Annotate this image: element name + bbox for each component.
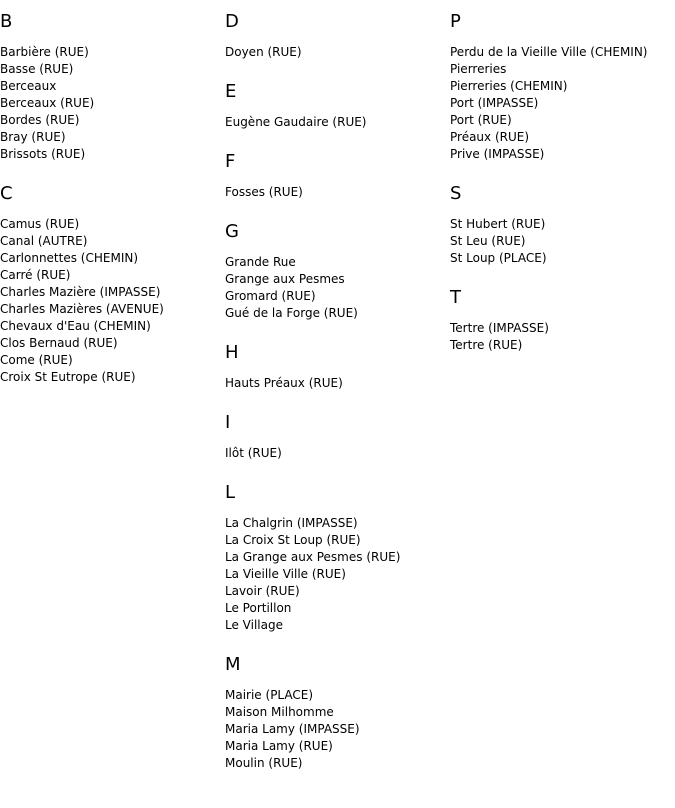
section-letter-heading: S: [450, 183, 462, 204]
street-link[interactable]: St Hubert (RUE): [450, 217, 546, 231]
street-list-item: [0, 112, 225, 129]
letter-section: [225, 411, 450, 462]
street-list-item: [225, 704, 450, 721]
street-link[interactable]: Basse (RUE): [0, 62, 74, 76]
street-link[interactable]: Fosses (RUE): [225, 185, 303, 199]
street-list-item: [0, 318, 225, 335]
street-link[interactable]: Le Portillon: [225, 601, 292, 615]
street-list: [225, 515, 450, 634]
section-letter-heading: C: [0, 183, 13, 204]
street-list-item: [0, 233, 225, 250]
street-link[interactable]: Barbière (RUE): [0, 45, 89, 59]
letter-section: [225, 10, 450, 61]
street-list-item: [225, 549, 450, 566]
street-list-item: [225, 271, 450, 288]
street-list: [0, 44, 225, 163]
street-list-item: [0, 44, 225, 61]
street-list-item: [0, 61, 225, 78]
section-letter-heading: I: [225, 412, 231, 433]
street-list-item: [0, 146, 225, 163]
street-list-item: [225, 755, 450, 772]
street-link[interactable]: Bordes (RUE): [0, 113, 80, 127]
section-letter-heading: B: [0, 11, 13, 32]
street-list: [225, 254, 450, 322]
section-letter-heading: E: [225, 81, 237, 102]
street-list-item: [450, 95, 675, 112]
street-link[interactable]: Moulin (RUE): [225, 756, 303, 770]
street-list-item: [0, 301, 225, 318]
street-link[interactable]: Port (RUE): [450, 113, 512, 127]
street-link[interactable]: Lavoir (RUE): [225, 584, 300, 598]
letter-section: [0, 182, 225, 386]
street-link[interactable]: La Croix St Loup (RUE): [225, 533, 361, 547]
street-link[interactable]: Hauts Préaux (RUE): [225, 376, 343, 390]
street-list-item: [450, 112, 675, 129]
street-list-item: [450, 146, 675, 163]
street-link[interactable]: Préaux (RUE): [450, 130, 530, 144]
street-list-item: [225, 445, 450, 462]
street-list-item: [0, 129, 225, 146]
street-link[interactable]: Camus (RUE): [0, 217, 80, 231]
street-link[interactable]: Clos Bernaud (RUE): [0, 336, 118, 350]
street-link[interactable]: Prive (IMPASSE): [450, 147, 545, 161]
street-list-item: [450, 44, 675, 61]
street-link[interactable]: Canal (AUTRE): [0, 234, 88, 248]
street-list-item: [225, 288, 450, 305]
street-list-item: [0, 335, 225, 352]
street-list: [225, 184, 450, 201]
street-link[interactable]: Gromard (RUE): [225, 289, 316, 303]
section-letter-heading: G: [225, 221, 239, 242]
letter-section: [225, 653, 450, 772]
street-list-item: [0, 216, 225, 233]
street-list-item: [225, 44, 450, 61]
street-link[interactable]: Port (IMPASSE): [450, 96, 539, 110]
street-link[interactable]: Come (RUE): [0, 353, 73, 367]
street-link[interactable]: La Vieille Ville (RUE): [225, 567, 346, 581]
letter-section: [0, 10, 225, 163]
street-list-item: [225, 738, 450, 755]
street-list-item: [0, 95, 225, 112]
street-list-item: [225, 687, 450, 704]
street-link[interactable]: Charles Mazières (AVENUE): [0, 302, 164, 316]
street-link[interactable]: Tertre (IMPASSE): [450, 321, 549, 335]
street-link[interactable]: Le Village: [225, 618, 283, 632]
letter-section: [225, 220, 450, 322]
letter-section: [225, 150, 450, 201]
street-list-item: [225, 617, 450, 634]
street-link[interactable]: Pierreries (CHEMIN): [450, 79, 568, 93]
letter-section: [450, 286, 675, 354]
letter-section: [450, 182, 675, 267]
letter-section: [225, 80, 450, 131]
letter-section: [450, 10, 675, 163]
street-link[interactable]: Doyen (RUE): [225, 45, 302, 59]
street-list: [0, 216, 225, 386]
street-list-item: [225, 375, 450, 392]
street-list: [450, 44, 675, 163]
street-list-item: [225, 305, 450, 322]
street-column-2: [225, 10, 450, 791]
street-list: [225, 375, 450, 392]
letter-section: [225, 481, 450, 634]
section-letter-heading: D: [225, 11, 239, 32]
section-letter-heading: M: [225, 654, 241, 675]
street-column-3: [450, 10, 675, 373]
section-letter-heading: L: [225, 482, 236, 503]
street-list-item: [225, 721, 450, 738]
street-list: [225, 114, 450, 131]
street-link[interactable]: La Chalgrin (IMPASSE): [225, 516, 358, 530]
street-list-item: [450, 216, 675, 233]
street-link[interactable]: Tertre (RUE): [450, 338, 523, 352]
street-list: [225, 44, 450, 61]
street-link[interactable]: Berceaux: [0, 79, 57, 93]
street-link[interactable]: Berceaux (RUE): [0, 96, 95, 110]
street-link[interactable]: St Leu (RUE): [450, 234, 526, 248]
street-link[interactable]: St Loup (PLACE): [450, 251, 547, 265]
street-link[interactable]: Ilôt (RUE): [225, 446, 282, 460]
street-list: [225, 687, 450, 772]
street-link[interactable]: Pierreries: [450, 62, 507, 76]
street-link[interactable]: Maria Lamy (RUE): [225, 739, 333, 753]
street-link[interactable]: Mairie (PLACE): [225, 688, 314, 702]
street-list-item: [0, 78, 225, 95]
street-list-item: [450, 129, 675, 146]
street-list-item: [225, 114, 450, 131]
street-list-item: [225, 184, 450, 201]
street-list-item: [225, 566, 450, 583]
street-column-1: [0, 10, 225, 405]
street-list-item: [0, 369, 225, 386]
street-link[interactable]: Gué de la Forge (RUE): [225, 306, 358, 320]
street-link[interactable]: Grande Rue: [225, 255, 296, 269]
street-list-item: [450, 337, 675, 354]
section-letter-heading: P: [450, 11, 461, 32]
street-list: [450, 320, 675, 354]
street-link[interactable]: Grange aux Pesmes: [225, 272, 345, 286]
street-list-item: [0, 267, 225, 284]
street-list-item: [225, 254, 450, 271]
section-letter-heading: T: [450, 287, 461, 308]
street-link[interactable]: Maria Lamy (IMPASSE): [225, 722, 360, 736]
street-list-item: [225, 583, 450, 600]
street-link[interactable]: Maison Milhomme: [225, 705, 334, 719]
street-link[interactable]: Carré (RUE): [0, 268, 71, 282]
street-link[interactable]: Perdu de la Vieille Ville (CHEMIN): [450, 45, 648, 59]
letter-section: [225, 341, 450, 392]
street-list: [450, 216, 675, 267]
section-letter-heading: F: [225, 151, 236, 172]
street-list-item: [450, 320, 675, 337]
street-list-item: [0, 250, 225, 267]
street-list-item: [450, 78, 675, 95]
street-link[interactable]: Croix St Eutrope (RUE): [0, 370, 136, 384]
street-link[interactable]: Charles Mazière (IMPASSE): [0, 285, 161, 299]
street-link[interactable]: Eugène Gaudaire (RUE): [225, 115, 367, 129]
street-list-item: [225, 600, 450, 617]
street-list-item: [225, 532, 450, 549]
section-letter-heading: H: [225, 342, 239, 363]
street-list-item: [225, 515, 450, 532]
street-list-item: [0, 284, 225, 301]
street-list-item: [450, 250, 675, 267]
street-link[interactable]: Carlonnettes (CHEMIN): [0, 251, 139, 265]
street-link[interactable]: Bray (RUE): [0, 130, 66, 144]
street-link[interactable]: Chevaux d'Eau (CHEMIN): [0, 319, 151, 333]
street-list: [225, 445, 450, 462]
street-list-item: [0, 352, 225, 369]
street-link[interactable]: Brissots (RUE): [0, 147, 86, 161]
street-list-item: [450, 61, 675, 78]
street-list-item: [450, 233, 675, 250]
street-link[interactable]: La Grange aux Pesmes (RUE): [225, 550, 401, 564]
